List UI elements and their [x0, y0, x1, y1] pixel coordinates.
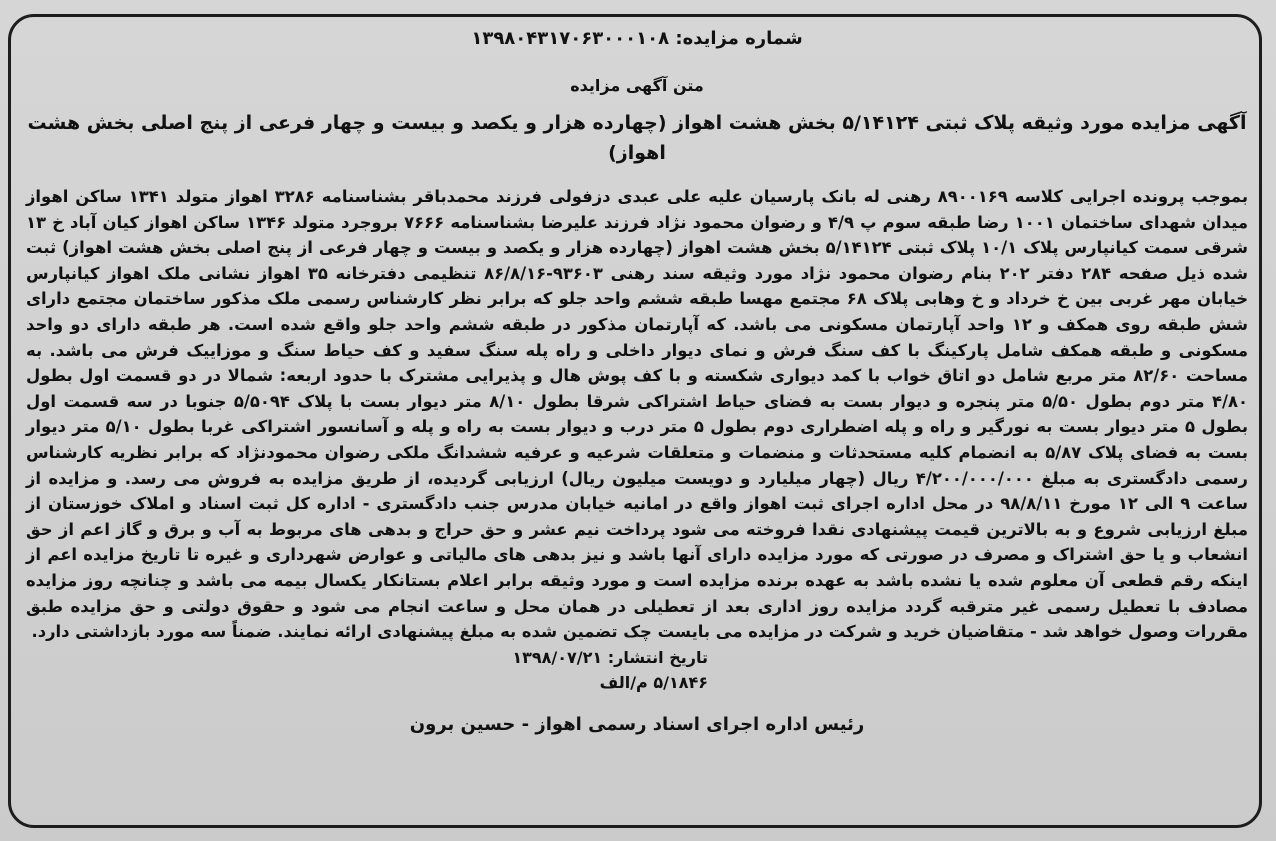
auction-number: شماره مزایده: ۱۳۹۸۰۴۳۱۷۰۶۳۰۰۰۱۰۸ — [471, 28, 803, 49]
notice-content — [26, 26, 1248, 739]
notice-title: آگهی مزایده مورد وثیقه پلاک ثبتی ۵/۱۴۱۲۴ بخش هشت اهواز (چهارده هزار و یکصد و بیست و چهار فرعی از پنج اصلی بخش هشت اهواز) — [27, 112, 1247, 164]
signature-line: رئیس اداره اجرای اسناد رسمی اهواز - حسین برون — [409, 713, 865, 735]
publish-date: تاریخ انتشار: ۱۳۹۸/۰۷/۲۱ — [512, 647, 708, 667]
notice-body: بموجب پرونده اجرایی کلاسه ۸۹۰۰۱۶۹ رهنی له بانک پارسیان علیه علی عبدی دزفولی فرزند محمدباقر بشناسنامه ۳۲۸۶ اهواز متولد ۱۳۴۱ ساکن اهواز میدان شهدای ساختمان ۱۰۰۱ رضا طبقه سوم پ ۴/۹ و رضوان محمود نژاد فرزند علیرضا بشناسنامه ۷۶۶۶ بروجرد متولد ۱۳۴۶ ساکن اهواز کیان آباد خ ۱۳ شرقی سمت کیانپارس پلاک ۱۰/۱ پلاک ثبتی ۵/۱۴۱۲۴ بخش هشت اهواز (چهارده هزار و یکصد و بیست و چهار فرعی از پنج اصلی بخش هشت اهواز) ثبت شده ذیل صفحه ۲۸۴ دفتر ۲۰۲ بنام رضوان محمود نژاد مورد وثیقه سند رهنی ۹۳۶۰۳-۸۶/۸/۱۶ تنظیمی دفترخانه ۳۵ اهواز نشانی ملک اهواز کیانپارس خیابان مهر غربی بین خ خرداد و خ وهابی پلاک ۶۸ مجتمع مهسا طبقه ششم واحد جلو که برابر نظر کارشناس رسمی ملک مذکور ساختمان مجتمع دارای شش طبقه روی همکف و ۱۲ واحد آپارتمان مسکونی می باشد. که آپارتمان مذکور در طبقه ششم واحد جلو واقع شده است. هر طبقه دارای دو واحد مسکونی و طبقه همکف شامل پارکینگ با کف سنگ فرش و نمای دیوار داخلی و راه پله سنگ سفید و کف حیاط سنگ و موزاییک فرش می باشد. به مساحت ۸۲/۶۰ متر مربع شامل دو اتاق خواب با کمد دیواری شکسته و با کف پوش هال و پذیرایی مشترک با حدود اربعه: شمالا در دو قسمت اول بطول ۴/۸۰ متر دوم بطول ۵/۵۰ متر پنجره و دیوار بست به فضای حیاط اشتراکی شرقا بطول ۸/۱۰ متر دیوار بست با پلاک ۵/۵۰۹۴ جنوبا در سه قسمت اول بطول ۵ متر دیوار بست به نورگیر و راه و پله اضطراری دوم بطول ۵ متر درب و دیوار بست به راه و پله و آسانسور اشتراکی غربا بطول ۵/۱۰ متر دیوار بست به فضای پلاک ۵/۸۷ به انضمام کلیه مستحدثات و منضمات و متعلقات شرعیه و عرفیه ششدانگ ملکی رضوان محمودنژاد که برابر نظریه کارشناس رسمی دادگستری به مبلغ ۴/۲۰۰/۰۰۰/۰۰۰ ریال (چهار میلیارد و دویست میلیون ریال) ارزیابی گردیده، از طریق مزایده به فروش می رسد. و مزایده از ساعت ۹ الی ۱۲ مورخ ۹۸/۸/۱۱ در محل اداره اجرای ثبت اهواز واقع در امانیه خیابان مدرس جنب دادگستری - اداره کل ثبت اسناد و املاک خوزستان از مبلغ ارزیابی شروع و به بالاترین قیمت پیشنهادی نقدا فروخته می شود پرداخت نیم عشر و حق حراج و بدهی های مربوط به آب و برق و گاز اعم از حق انشعاب و یا حق اشتراک و مصرف در صورتی که مورد مزایده دارای آنها باشد و نیز بدهی های مالیاتی و عوارض شهرداری و غیره تا تاریخ مزایده اعم از اینکه رقم قطعی آن معلوم شده یا نشده باشد به عهده برنده مزایده است و مورد وثیقه برابر اعلام بستانکار یکسال بیمه می باشد و چنانچه روز مزایده مصادف با تعطیل رسمی غیر مترقبه گردد مزایده روز اداری بعد از تعطیلی در همان محل و ساعت انجام می شود و حقوق دولتی و حق مزایده طبق مقررات وصول خواهد شد - متقاضیان خرید و شرکت در مزایده می بایست چک تضمین شده به مبلغ پیشنهادی ارائه نمایند. ضمناً سه مورد بازداشتی دارد. — [26, 187, 1249, 642]
reference-code: ۵/۱۸۴۶ م/الف — [599, 672, 708, 692]
notice-subheading: متن آگهی مزایده — [570, 76, 704, 95]
